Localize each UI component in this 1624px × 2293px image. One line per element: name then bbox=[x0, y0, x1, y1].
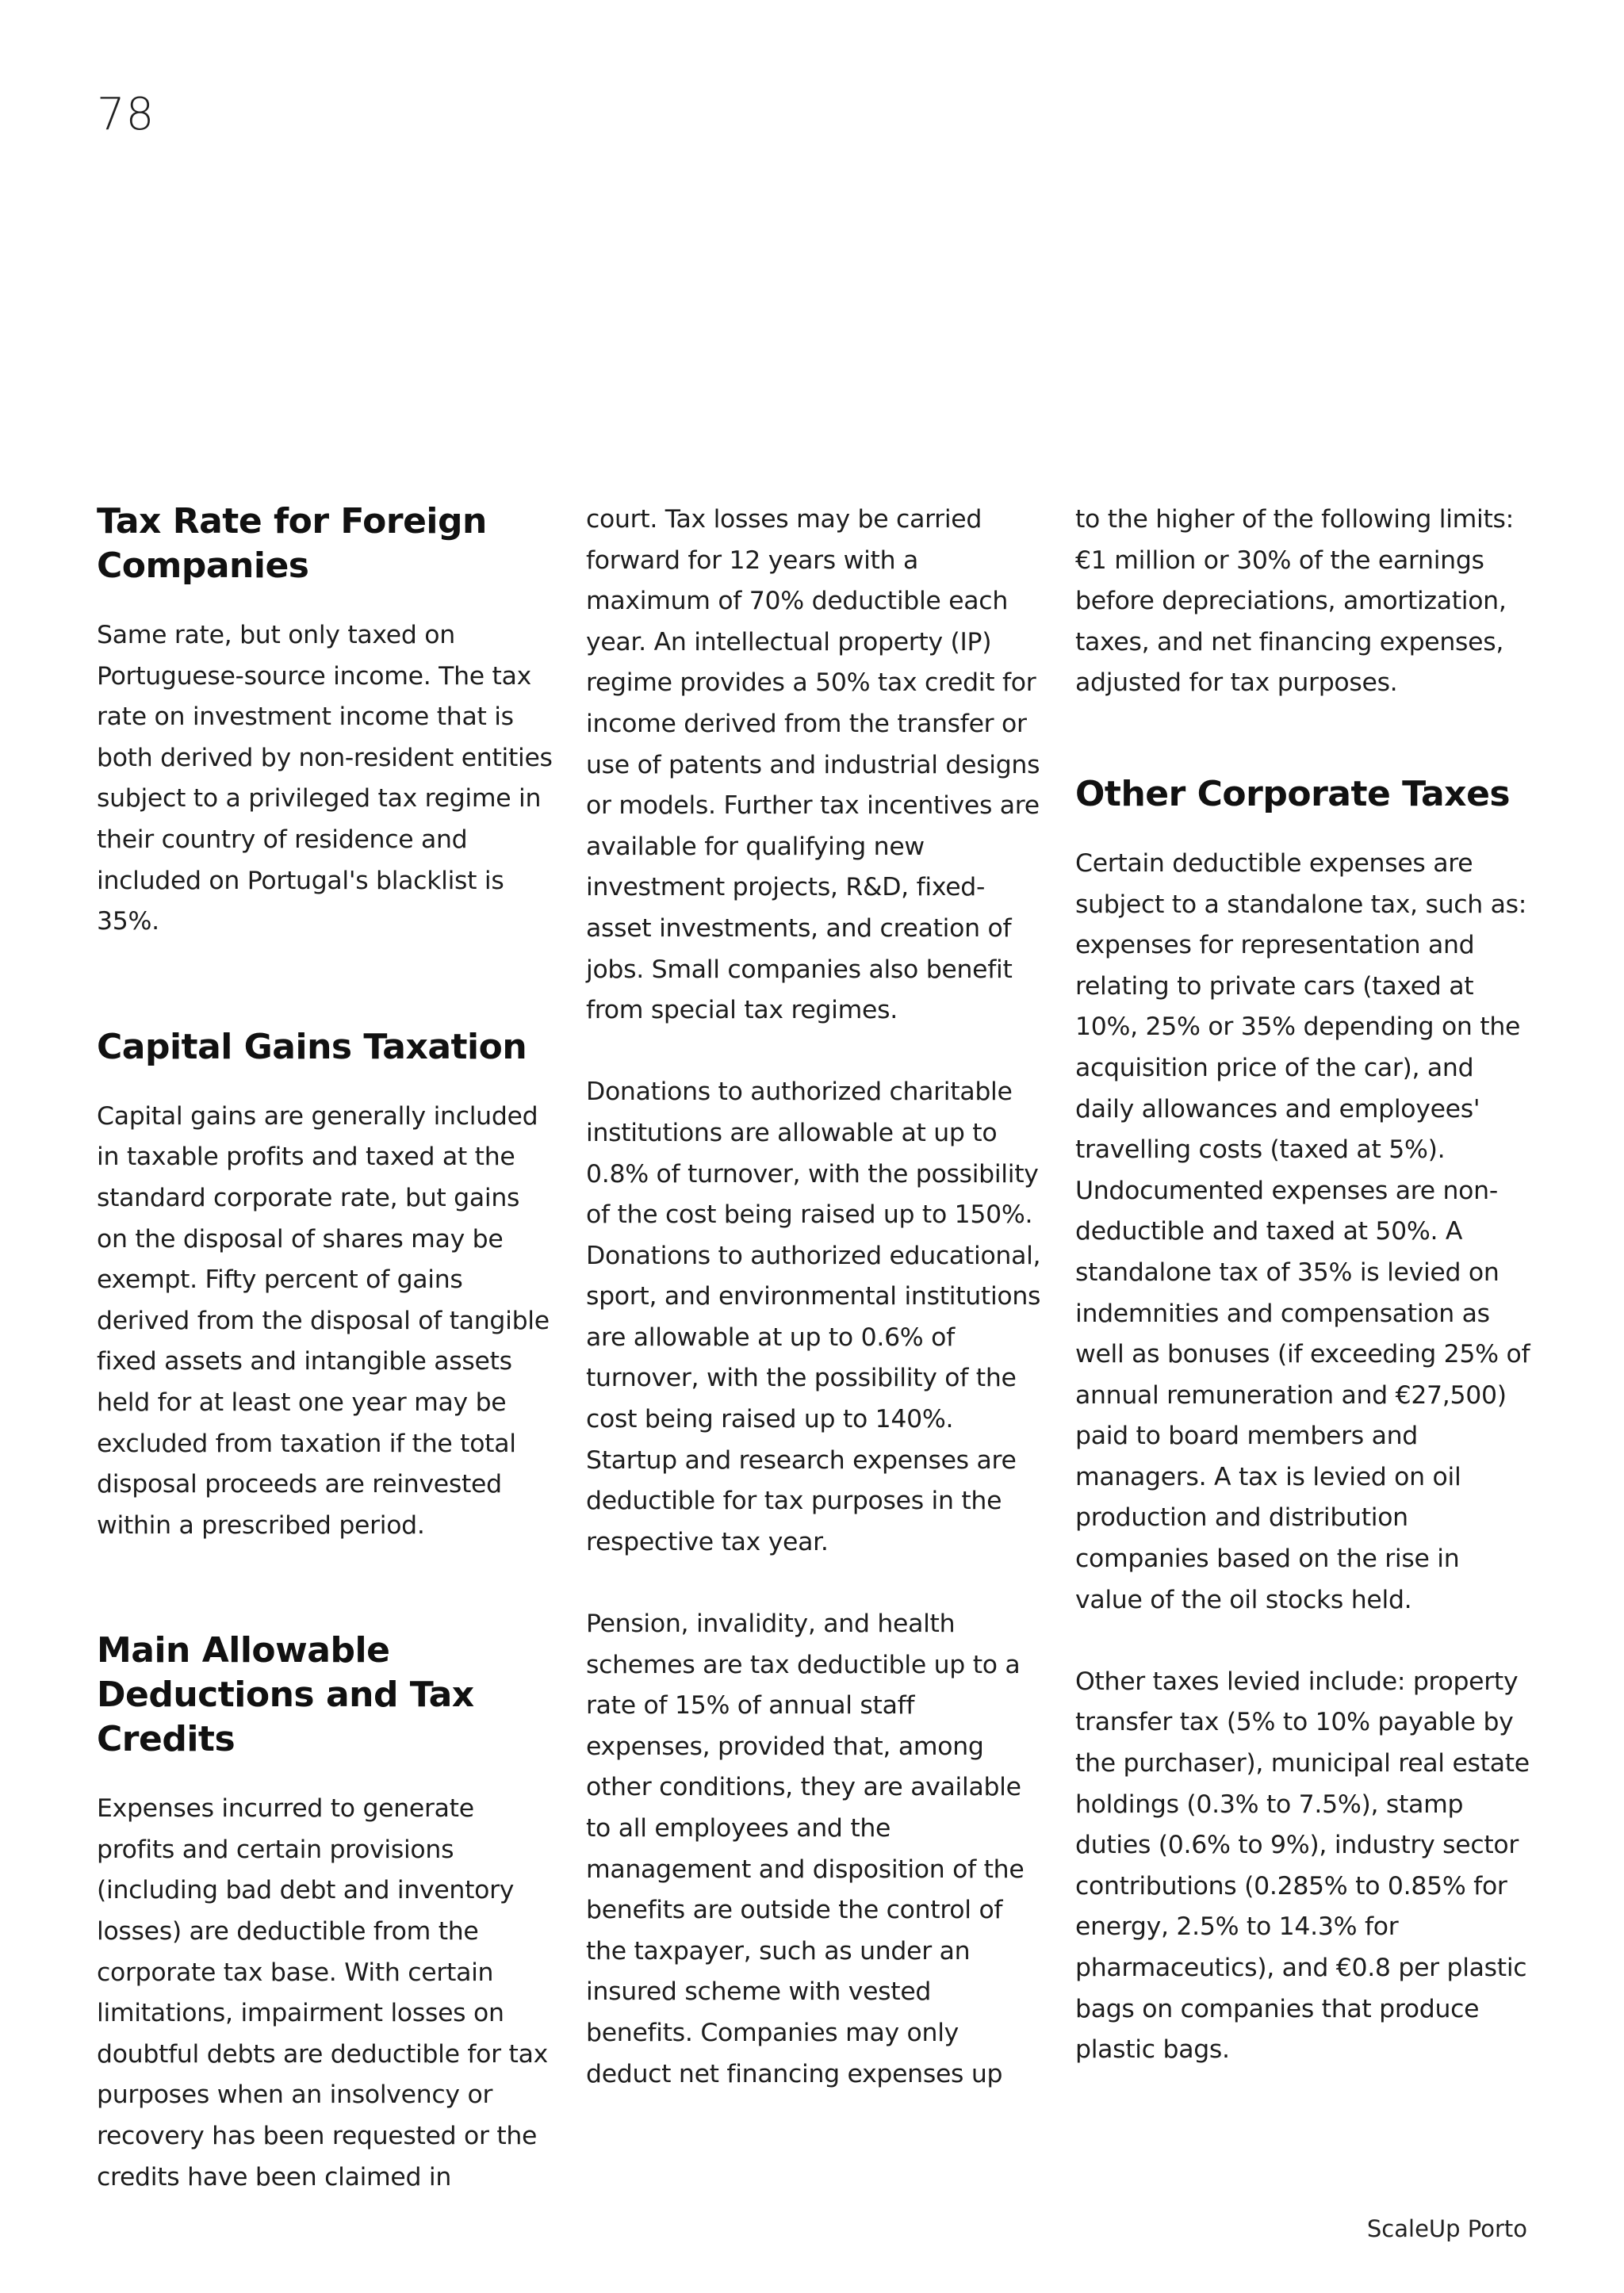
footer-publication-name: ScaleUp Porto bbox=[1366, 2215, 1527, 2242]
column-right bbox=[1075, 500, 1531, 2071]
paragraph-pension-schemes: Pension, invalidity, and health schemes are tax deductible up to a rate of 15% of annual staff expenses, provided that, among other conditions, they are available to all employees and the management and disposition of the benefits are outside the control of the taxpayer, such as under an insured scheme with vested benefits. Companies may only deduct net financing expenses up bbox=[586, 1610, 1025, 2088]
column-middle bbox=[586, 500, 1042, 2095]
paragraph-other-taxes: Other taxes levied include: property transfer tax (5% to 10% payable by the purchaser), municipal real estate holdings (0.3% to 7.5%), stamp duties (0.6% to 9%), industry sector contributions (0.285% to 0.85% for energy, 2.5% to 14.3% for pharmaceutics), and €0.8 per plastic bags on companies that produce plastic bags. bbox=[1075, 1667, 1530, 2065]
heading-main-allowable-deductions: Main Allowable Deductions and Tax Credits bbox=[97, 1630, 474, 1760]
heading-capital-gains-taxation: Capital Gains Taxation bbox=[97, 1026, 527, 1067]
paragraph-standalone-tax: Certain deductible expenses are subject to a standalone tax, such as: expenses for representation and relating to private cars (taxed at 10%, 25% or 35% depending on the acquisition price of the car), and daily allowances and employees' travelling costs (taxed at 5%). Undocumented expenses are non-deductible and taxed at 50%. A standalone tax of 35% is levied on indemnities and compensation as well as bonuses (if exceeding 25% of annual remuneration and €27,500) paid to board members and managers. A tax is levied on oil production and distribution companies based on the rise in value of the oil stocks held. bbox=[1075, 848, 1530, 1614]
page-number: 78 bbox=[97, 89, 155, 140]
column-left bbox=[97, 500, 553, 2198]
paragraph-capital-gains: Capital gains are generally included in taxable profits and taxed at the standard corporate rate, but gains on the disposal of shares may be exempt. Fifty percent of gains derived from the disposal of tangible fixed assets and intangible assets held for at least one year may be excluded from taxation if the total disposal proceeds are reinvested within a prescribed period. bbox=[97, 1101, 550, 1540]
text-columns bbox=[97, 500, 1532, 2192]
paragraph-deductions: Expenses incurred to generate profits and certain provisions (including bad debt and inventory losses) are deductible from the corporate tax base. With certain limitations, impairment losses on doubtful debts are deductible for tax purposes when an insolvency or recovery has been requested or the credits have been claimed in bbox=[97, 1794, 548, 2192]
paragraph-financing-limits: to the higher of the following limits: €1 million or 30% of the earnings before depreciations, amortization, taxes, and net financing expenses, adjusted for tax purposes. bbox=[1075, 505, 1514, 698]
heading-other-corporate-taxes: Other Corporate Taxes bbox=[1075, 773, 1511, 814]
heading-tax-rate-foreign-companies: Tax Rate for Foreign Companies bbox=[97, 501, 487, 586]
paragraph-tax-rate-foreign: Same rate, but only taxed on Portuguese-source income. The tax rate on investment income that is both derived by non-resident entities subject to a privileged tax regime in their country of residence and included on Portugal's blacklist is 35%. bbox=[97, 621, 553, 936]
paragraph-tax-losses: court. Tax losses may be carried forward for 12 years with a maximum of 70% deductible each year. An intellectual property (IP) regime provides a 50% tax credit for income derived from the transfer or use of patents and industrial designs or models. Further tax incentives are available for qualifying new investment projects, R&D, fixed-asset investments, and creation of jobs. Small companies also benefit from special tax regimes. bbox=[586, 505, 1040, 1025]
paragraph-donations: Donations to authorized charitable institutions are allowable at up to 0.8% of turnover, with the possibility of the cost being raised up to 150%. Donations to authorized educational, sport, and environmental institutions are allowable at up to 0.6% of turnover, with the possibility of the cost being raised up to 140%. Startup and research expenses are deductible for tax purposes in the respective tax year. bbox=[586, 1078, 1041, 1556]
